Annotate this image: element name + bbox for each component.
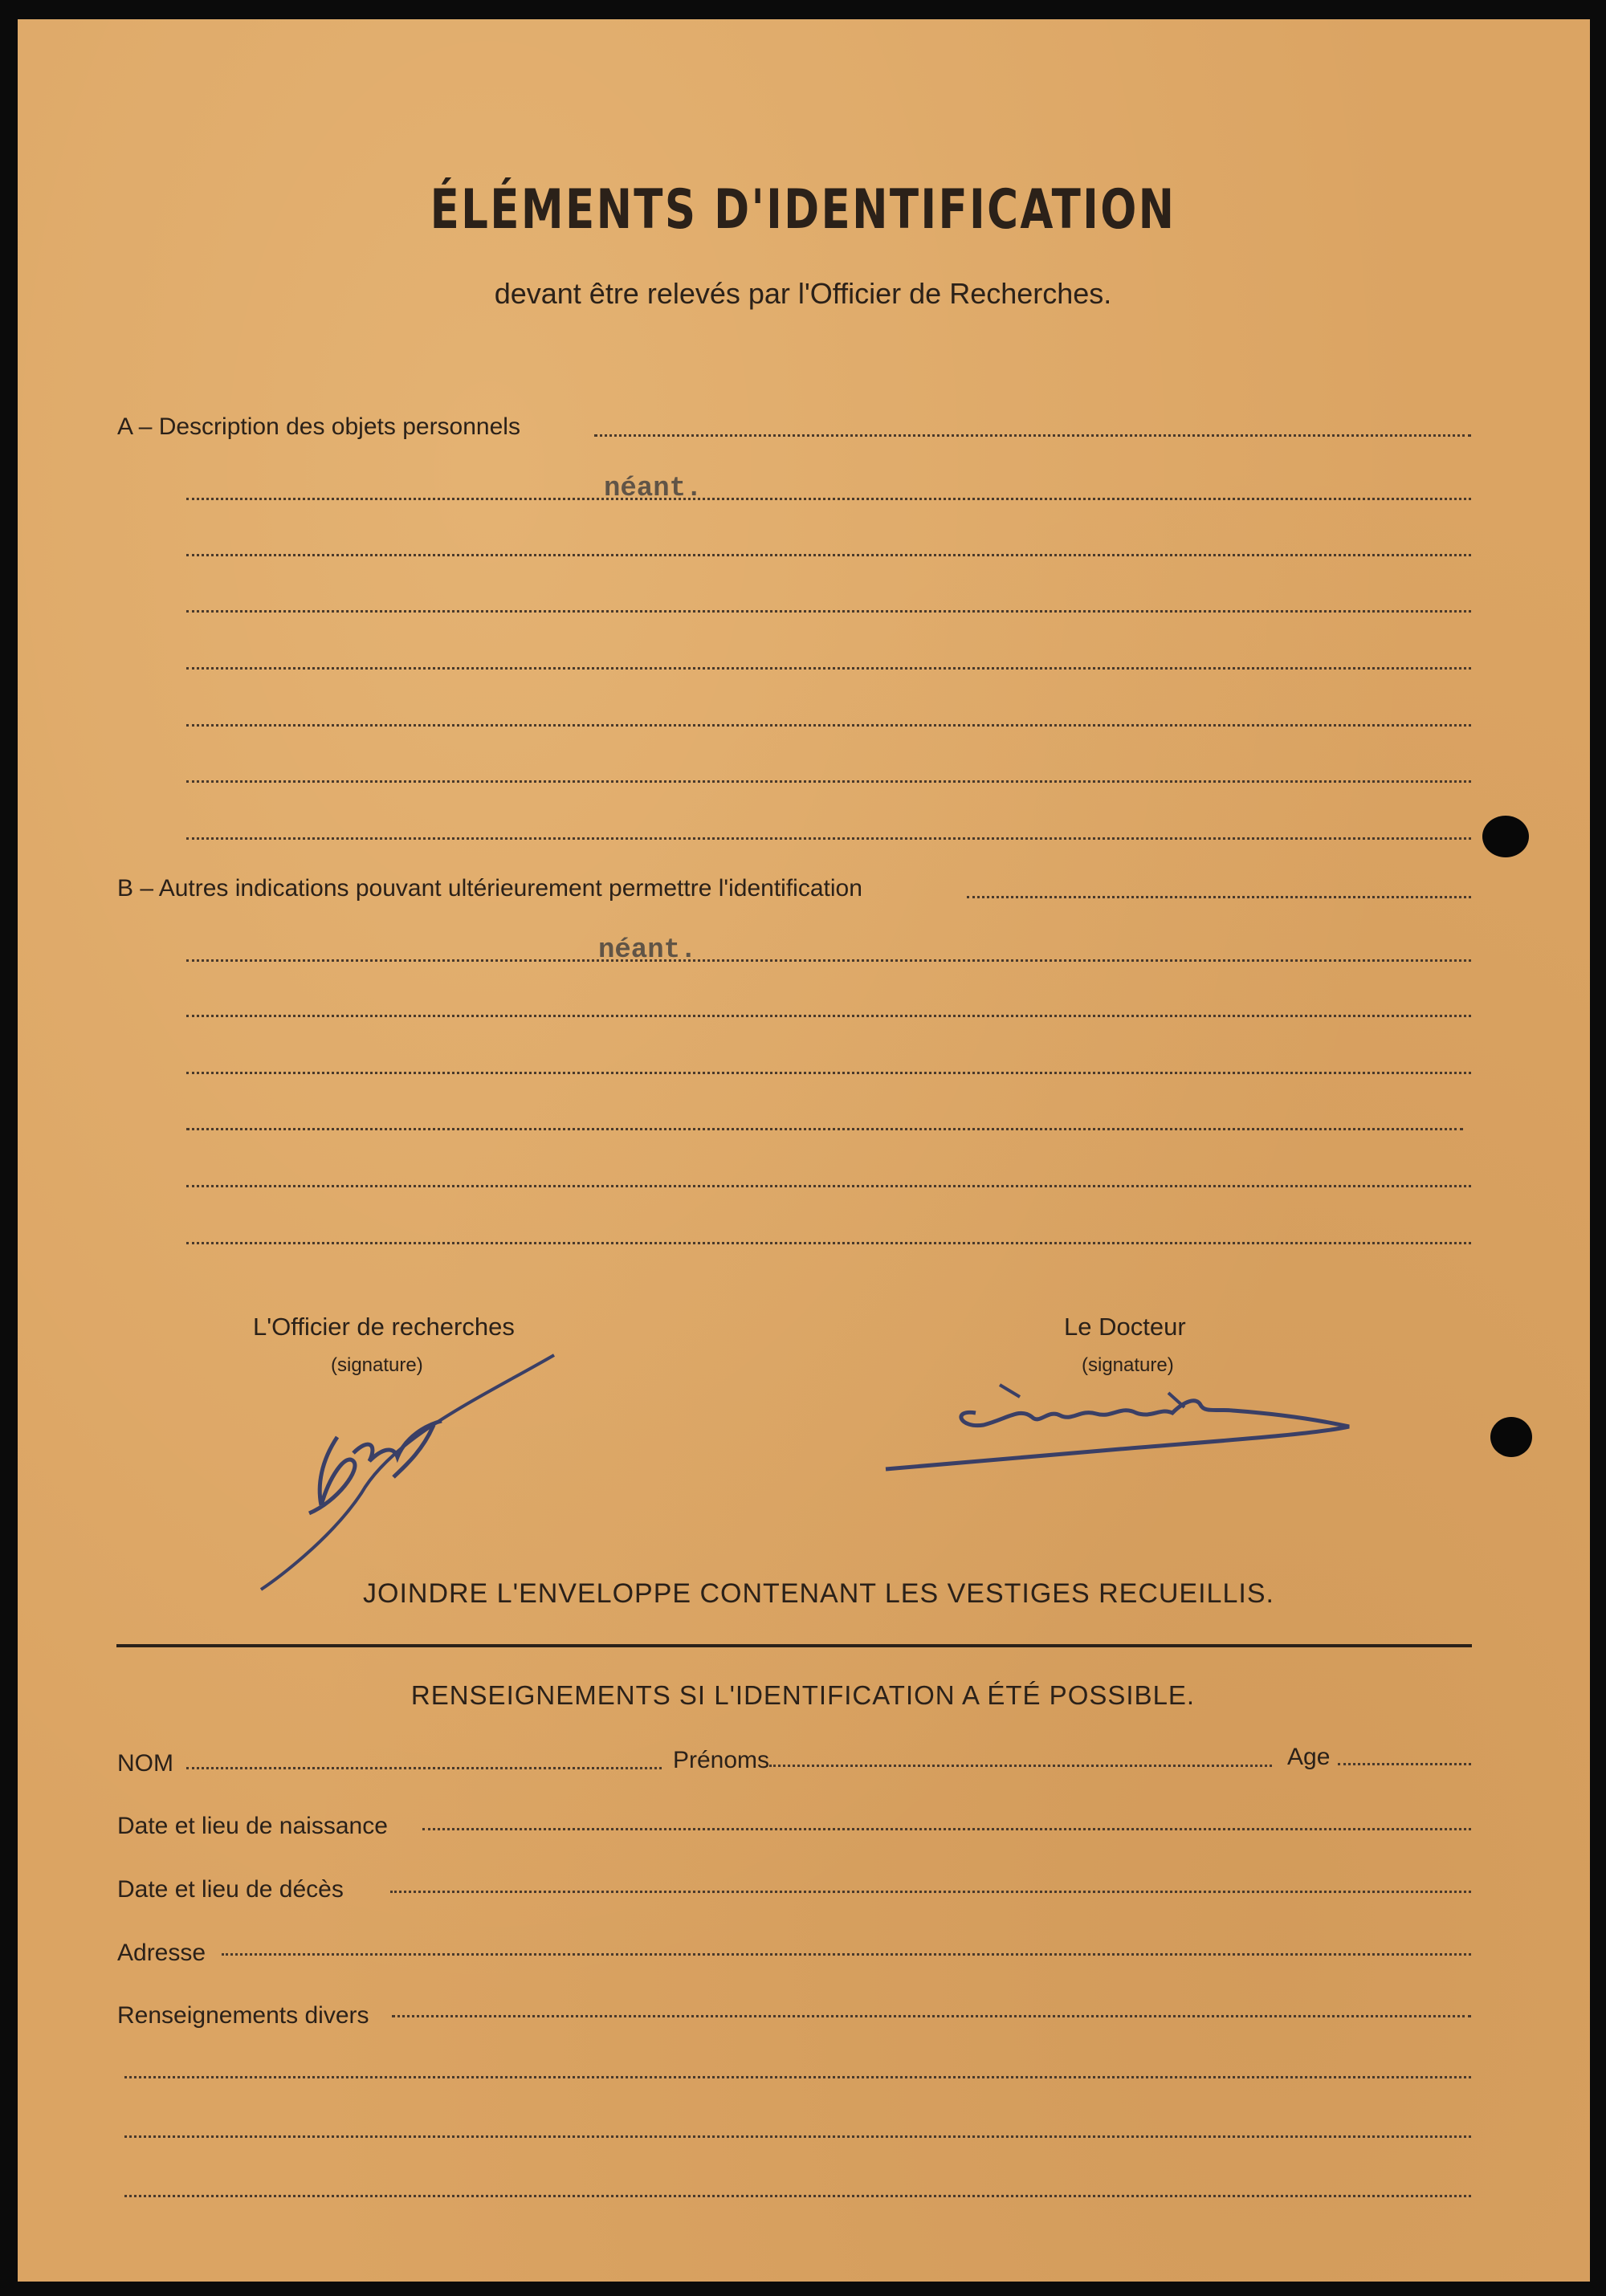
section-a-line-7 — [186, 780, 1471, 783]
page-subtitle: devant être relevés par l'Officier de Recherches. — [494, 277, 1112, 310]
section-b-line-6 — [186, 1185, 1471, 1187]
age-field — [1338, 1763, 1471, 1765]
doctor-label: Le Docteur — [1064, 1313, 1186, 1341]
punch-hole-top — [1482, 816, 1529, 857]
section-b-label: B – Autres indications pouvant ultérieurement permettre l'identification — [117, 875, 862, 902]
section-b-value: néant. — [598, 935, 697, 966]
section-a-line-5 — [186, 667, 1471, 670]
officer-signature-caption: (signature) — [331, 1354, 423, 1376]
naissance-field — [422, 1828, 1471, 1830]
page-title: ÉLÉMENTS D'IDENTIFICATION — [430, 178, 1176, 242]
deces-field — [390, 1891, 1471, 1893]
officer-label: L'Officier de recherches — [253, 1313, 515, 1341]
section-a-value: néant. — [604, 474, 703, 504]
doctor-signature-caption: (signature) — [1082, 1354, 1174, 1376]
section-a-line-4 — [186, 610, 1471, 613]
section-a-line-2 — [186, 498, 1471, 500]
section-b-line-1 — [967, 896, 1471, 898]
naissance-label: Date et lieu de naissance — [117, 1813, 388, 1839]
adresse-field — [222, 1953, 1471, 1956]
section-b-line-5 — [186, 1128, 1463, 1130]
adresse-label: Adresse — [117, 1940, 206, 1966]
section-a-line-1 — [594, 434, 1471, 437]
nom-label: NOM — [117, 1750, 173, 1777]
section-a-line-3 — [186, 554, 1471, 556]
section-b-line-7 — [186, 1242, 1471, 1244]
officer-signature — [241, 1349, 578, 1606]
document-page — [18, 19, 1590, 2282]
doctor-signature — [879, 1369, 1377, 1473]
divers-line-3 — [124, 2135, 1471, 2138]
deces-label: Date et lieu de décès — [117, 1876, 344, 1903]
identification-heading: RENSEIGNEMENTS SI L'IDENTIFICATION A ÉTÉ POSSIBLE. — [410, 1680, 1196, 1710]
divers-line-1 — [392, 2015, 1471, 2017]
divers-line-2 — [124, 2076, 1471, 2078]
section-a-label: A – Description des objets personnels — [117, 413, 520, 440]
section-a-line-8 — [186, 837, 1471, 840]
nom-field — [186, 1767, 662, 1769]
section-divider — [116, 1644, 1472, 1647]
divers-label: Renseignements divers — [117, 2002, 369, 2029]
age-label: Age — [1287, 1744, 1331, 1770]
divers-line-4 — [124, 2195, 1471, 2197]
punch-hole-bottom — [1490, 1417, 1532, 1457]
section-b-line-3 — [186, 1015, 1471, 1017]
section-a-line-6 — [186, 724, 1471, 727]
envelope-note: JOINDRE L'ENVELOPPE CONTENANT LES VESTIGES RECUEILLIS. — [363, 1578, 1274, 1609]
prenoms-field — [769, 1765, 1272, 1767]
section-b-line-2 — [186, 959, 1471, 962]
prenoms-label: Prénoms — [673, 1747, 770, 1773]
section-b-line-4 — [186, 1072, 1471, 1074]
